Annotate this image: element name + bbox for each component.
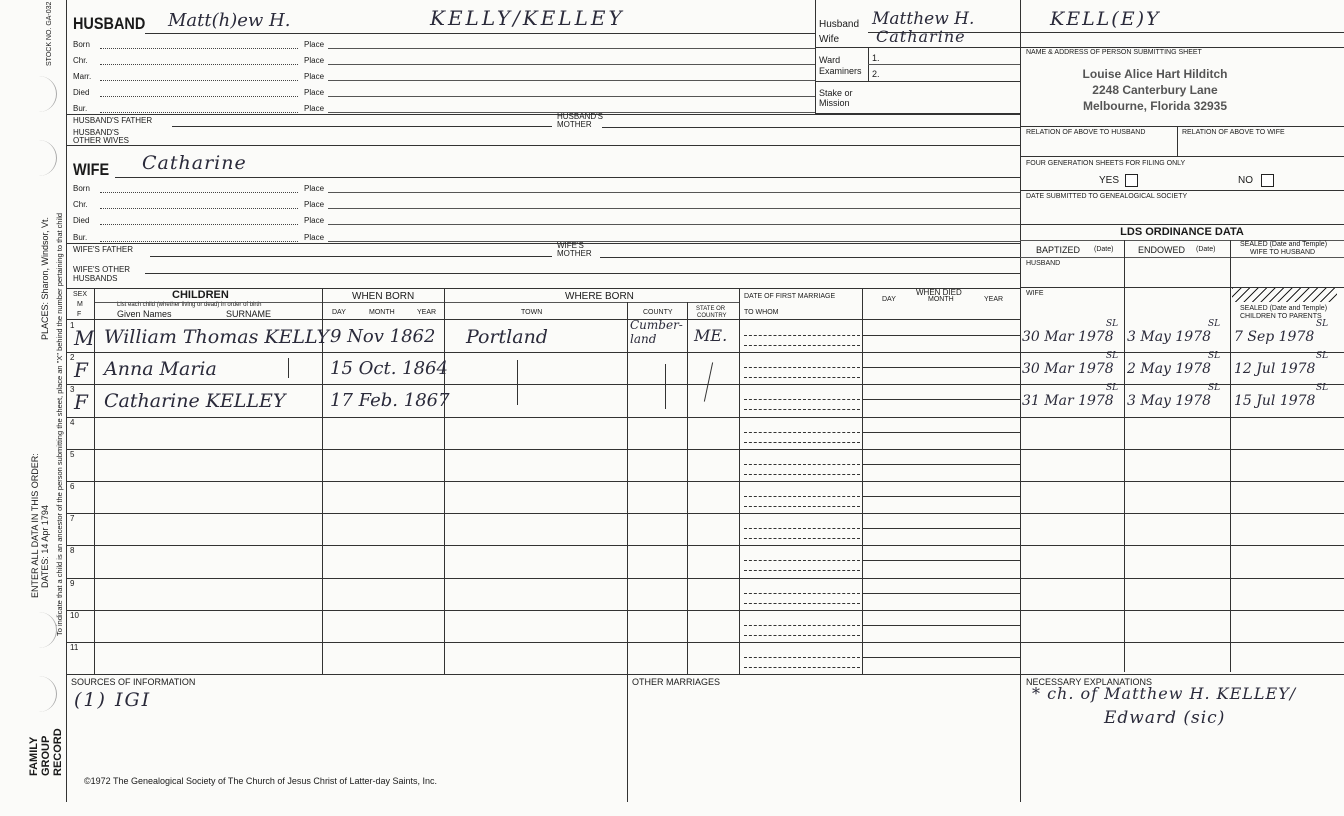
wife-name-line (115, 177, 1020, 178)
husband-born-line (100, 48, 298, 49)
mission-label: Mission (819, 98, 850, 108)
record-title-family: FAMILY (28, 736, 40, 776)
husband-label: HUSBAND (73, 14, 146, 33)
col-town: TOWN (521, 309, 543, 316)
four-gen-label: FOUR GENERATION SHEETS FOR FILING ONLY (1026, 160, 1186, 167)
husband-marr-place-line (328, 80, 815, 81)
col-surname: SURNAME (226, 309, 272, 319)
husband-chr-line (100, 64, 298, 65)
child-baptized-handwritten: 30 Mar 1978 (1022, 361, 1114, 377)
col-list-note: List each child (whether living or dead) in order of birth (117, 302, 262, 308)
husband-surname-handwritten: KELLY/KELLEY (430, 6, 625, 30)
col-died-day: DAY (882, 296, 896, 303)
child-row-number: 6 (70, 482, 75, 491)
col-sex: SEX (73, 291, 88, 298)
col-county: COUNTY (643, 309, 673, 316)
explanations-label: NECESSARY EXPLANATIONS (1026, 677, 1153, 687)
binder-hole-2 (38, 140, 57, 176)
child-row-line (66, 513, 1344, 514)
children-header-bottom (66, 319, 1020, 320)
child-marriage-line-2 (744, 538, 860, 539)
header-box-left (815, 0, 816, 113)
ditto-mark-name (288, 358, 289, 378)
header-wife-label: Wife (819, 34, 839, 45)
child-marriage-line-2 (744, 570, 860, 571)
child-sealed-handwritten: 12 Jul 1978 (1234, 361, 1316, 377)
child-baptized-sl: SL (1106, 319, 1119, 329)
dates-instruction: DATES: 14 Apr 1794 (40, 505, 50, 588)
wife-born-place-line (328, 192, 1020, 193)
relation-bottom (1020, 156, 1344, 157)
husband-mother-label-1: HUSBAND'S (557, 112, 603, 121)
ditto-mark-state (704, 362, 713, 401)
wife-died-line (100, 224, 298, 225)
child-town-handwritten: Portland (466, 326, 548, 348)
child-sex-handwritten: F (74, 358, 88, 382)
child-endowed-handwritten: 3 May 1978 (1127, 329, 1212, 345)
child-row-line (66, 642, 1344, 643)
col-died-year: YEAR (984, 296, 1004, 303)
child-marriage-line (744, 496, 860, 497)
child-marriage-line-2 (744, 667, 860, 668)
col-born-day: DAY (332, 309, 346, 316)
child-endowed-sl: SL (1208, 383, 1221, 393)
child-state-handwritten: ME. (694, 326, 728, 345)
lds-husband-label: HUSBAND (1026, 260, 1061, 267)
child-row-number: 9 (70, 579, 75, 588)
binder-hole-1 (38, 76, 57, 112)
lds-sealed-wife-1: SEALED (Date and Temple) (1240, 241, 1328, 248)
places-instruction: PLACES: Sharon, Windsor, Vt. (40, 216, 50, 340)
col-born-month: MONTH (369, 309, 395, 316)
husband-bur-place-label: Place (304, 104, 325, 113)
wife-mother-line (600, 257, 1020, 258)
col-sex-f: F (77, 311, 82, 318)
wife-other-husbands-label-1: WIFE'S OTHER (73, 265, 131, 274)
no-label: NO (1238, 175, 1253, 186)
other-marriages-label: OTHER MARRIAGES (632, 677, 721, 687)
child-row-number: 7 (70, 514, 75, 523)
child-baptized-handwritten: 30 Mar 1978 (1022, 329, 1114, 345)
child-marriage-line (744, 335, 860, 336)
wife-bur-line (100, 241, 298, 242)
husband-died-line (100, 96, 298, 97)
header-wife-hw: Catharine (876, 27, 966, 46)
child-died-line (862, 432, 1020, 433)
relation-husband-label: RELATION OF ABOVE TO HUSBAND (1026, 129, 1146, 136)
wife-other-husbands-line (145, 273, 1020, 274)
col-to-whom: TO WHOM (744, 309, 779, 316)
col-state-2: COUNTRY (697, 313, 727, 319)
child-marriage-line (744, 560, 860, 561)
col-when-born: WHEN BORN (352, 291, 415, 302)
child-row-number: 8 (70, 546, 75, 555)
wife-other-husbands-label-2: HUSBANDS (73, 274, 118, 283)
explanations-hw-2: Edward (sic) (1104, 708, 1226, 728)
child-died-line (862, 560, 1020, 561)
child-endowed-handwritten: 2 May 1978 (1127, 361, 1212, 377)
col-children: CHILDREN (172, 289, 229, 301)
wife-chr-label: Chr. (73, 200, 88, 209)
header-husband-given-hw: Matthew H. (872, 9, 975, 29)
stake-label: Stake or (819, 88, 853, 98)
husband-father-line (172, 126, 552, 127)
child-marriage-line-2 (744, 506, 860, 507)
child-name-handwritten: Catharine KELLEY (104, 390, 286, 412)
husband-name-line (145, 33, 815, 34)
child-sealed-handwritten: 7 Sep 1978 (1234, 329, 1315, 345)
child-baptized-sl: SL (1106, 383, 1119, 393)
examiner-2: 2. (872, 69, 880, 79)
child-row-number: 5 (70, 450, 75, 459)
col-when-died: WHEN DIED (916, 288, 962, 297)
child-died-line (862, 657, 1020, 658)
lds-wife-label: WIFE (1026, 290, 1044, 297)
husband-marr-label: Marr. (73, 72, 92, 81)
yes-checkbox[interactable] (1125, 174, 1138, 187)
child-county-handwritten: Cumber-land (630, 318, 683, 346)
wife-bur-line (66, 243, 1020, 244)
lds-sealed-wife-2: WIFE TO HUSBAND (1250, 249, 1316, 256)
child-row-number: 11 (70, 643, 79, 652)
binder-hole-4 (38, 676, 57, 712)
wife-given-handwritten: Catharine (142, 152, 247, 174)
child-died-line (862, 528, 1020, 529)
child-row-line (66, 417, 1344, 418)
header-husband-surname-hw: KELL(E)Y (1050, 8, 1161, 30)
child-marriage-line (744, 528, 860, 529)
wife-died-place-label: Place (304, 216, 325, 225)
date-submitted-bottom (1020, 224, 1344, 225)
child-endowed-sl: SL (1208, 351, 1221, 361)
child-endowed-sl: SL (1208, 319, 1221, 329)
child-died-line (862, 464, 1020, 465)
lds-sealed-children-1: SEALED (Date and Temple) (1240, 305, 1328, 312)
lds-header-line (1020, 257, 1344, 258)
husband-given-handwritten: Matt(h)ew H. (168, 10, 291, 31)
lds-col-1 (1124, 240, 1125, 672)
wife-father-label: WIFE'S FATHER (73, 245, 134, 254)
submitter-bottom (1020, 126, 1344, 127)
copyright: ©1972 The Genealogical Society of The Church of Jesus Christ of Latter-day Saints, Inc. (84, 776, 437, 786)
four-gen-bottom (1020, 190, 1344, 191)
lds-endowed-date: (Date) (1196, 246, 1216, 253)
child-marriage-line (744, 625, 860, 626)
child-born-handwritten: 15 Oct. 1864 (330, 358, 448, 379)
wife-bur-place-label: Place (304, 233, 325, 242)
child-died-line (862, 625, 1020, 626)
col-state-1: STATE OR (696, 306, 726, 312)
lds-col-2 (1230, 240, 1231, 672)
col-died-month: MONTH (928, 296, 954, 303)
explanations-hw-1: * ch. of Matthew H. KELLEY/ (1032, 684, 1297, 703)
husband-chr-place-line (328, 64, 815, 65)
husband-other-wives-label-2: OTHER WIVES (73, 136, 130, 145)
husband-marr-place-label: Place (304, 72, 325, 81)
wife-father-line (150, 256, 552, 257)
husband-born-place-label: Place (304, 40, 325, 49)
child-marriage-line-2 (744, 377, 860, 378)
wife-born-place-label: Place (304, 184, 325, 193)
husband-other-wives-label-1: HUSBAND'S (73, 128, 119, 137)
child-died-line (862, 367, 1020, 368)
child-sex-handwritten: F (74, 390, 88, 414)
husband-chr-place-label: Place (304, 56, 325, 65)
child-died-line (862, 399, 1020, 400)
submitter-city: Melbourne, Florida 32935 (1082, 99, 1228, 113)
husband-died-place-label: Place (304, 88, 325, 97)
child-sex-handwritten: M (74, 326, 95, 350)
child-row-line (66, 449, 1344, 450)
col-first-marriage: DATE OF FIRST MARRIAGE (744, 293, 836, 300)
husband-other-wives-line (66, 145, 1020, 146)
wife-mother-label-2: MOTHER (557, 249, 592, 258)
child-row-line (66, 384, 1344, 385)
frame-left (66, 0, 67, 802)
header-husband-label: Husband (819, 19, 860, 30)
enter-data-instruction: ENTER ALL DATA IN THIS ORDER: (30, 453, 40, 598)
child-marriage-line-2 (744, 345, 860, 346)
submitter-street: 2248 Canterbury Lane (1092, 83, 1218, 97)
husband-born-place-line (328, 48, 815, 49)
child-row-line (66, 352, 1344, 353)
child-born-handwritten: 9 Nov 1862 (330, 326, 436, 347)
col-where-born: WHERE BORN (565, 291, 634, 302)
child-row-line (66, 578, 1344, 579)
child-row-number: 4 (70, 418, 75, 427)
child-marriage-line (744, 367, 860, 368)
child-name-handwritten: Anna Maria (104, 358, 217, 380)
relation-divider (1177, 126, 1178, 156)
submitter-name: Louise Alice Hart Hilditch (1082, 67, 1228, 81)
stock-number: STOCK NO. GA-032 (46, 1, 53, 66)
wife-died-place-line (328, 224, 1020, 225)
col-sex-m: M (77, 301, 83, 308)
child-sealed-sl: SL (1316, 351, 1329, 361)
ditto-mark-county (665, 364, 666, 409)
husband-bur-line (66, 114, 1020, 115)
wife-died-label: Died (73, 216, 90, 225)
wife-label: WIFE (73, 160, 110, 179)
header-wife-line (815, 47, 1344, 48)
sources-handwritten: (1) IGI (74, 689, 152, 711)
child-born-handwritten: 17 Feb. 1867 (330, 390, 450, 411)
wife-born-line (100, 192, 298, 193)
bottom-section-line (66, 674, 1344, 675)
record-title-group: GROUP (40, 735, 52, 776)
wife-born-label: Born (73, 184, 90, 193)
husband-born-label: Born (73, 40, 90, 49)
child-sealed-handwritten: 15 Jul 1978 (1234, 393, 1316, 409)
ward-label: Ward (819, 55, 841, 65)
examiner-1: 1. (872, 53, 880, 63)
no-checkbox[interactable] (1261, 174, 1274, 187)
wife-chr-place-label: Place (304, 200, 325, 209)
ditto-mark-town (517, 360, 518, 405)
lds-baptized: BAPTIZED (1036, 245, 1081, 255)
child-sealed-sl: SL (1316, 319, 1329, 329)
ancestor-instruction: To indicate that a child is an ancestor of the person submitting the sheet, place an "X" behind the number pertaining to that child (55, 212, 64, 636)
child-row-line (66, 481, 1344, 482)
child-row-number: 10 (70, 611, 79, 620)
child-marriage-line (744, 464, 860, 465)
examiner-1-line (868, 64, 1020, 65)
col-given-names: Given Names (117, 309, 172, 319)
relation-wife-label: RELATION OF ABOVE TO WIFE (1182, 129, 1285, 136)
child-marriage-line-2 (744, 474, 860, 475)
child-endowed-handwritten: 3 May 1978 (1127, 393, 1212, 409)
lds-title: LDS ORDINANCE DATA (1120, 226, 1244, 238)
yes-label: YES (1099, 175, 1120, 186)
child-marriage-line (744, 432, 860, 433)
record-title-record: RECORD (52, 728, 64, 776)
child-died-line (862, 496, 1020, 497)
husband-mother-line (602, 127, 1020, 128)
child-marriage-line-2 (744, 635, 860, 636)
husband-marr-line (100, 80, 298, 81)
child-marriage-line-2 (744, 409, 860, 410)
child-row-line (66, 610, 1344, 611)
lds-baptized-date: (Date) (1094, 246, 1114, 253)
husband-bur-label: Bur. (73, 104, 88, 113)
husband-chr-label: Chr. (73, 56, 88, 65)
date-submitted-label: DATE SUBMITTED TO GENEALOGICAL SOCIETY (1026, 193, 1188, 200)
husband-mother-label-2: MOTHER (557, 120, 592, 129)
wife-bur-place-line (328, 241, 1020, 242)
husband-father-label: HUSBAND'S FATHER (73, 116, 153, 125)
frame-mid (1020, 0, 1021, 802)
child-name-handwritten: William Thomas KELLY (104, 326, 329, 348)
child-marriage-line-2 (744, 442, 860, 443)
child-died-line (862, 593, 1020, 594)
col-born-year: YEAR (417, 309, 437, 316)
wife-mother-label-1: WIFE'S (557, 241, 584, 250)
wife-bur-label: Bur. (73, 233, 88, 242)
child-died-line (862, 335, 1020, 336)
husband-died-label: Died (73, 88, 90, 97)
child-row-number: 2 (70, 353, 75, 362)
examiners-bottom (815, 81, 1020, 82)
examiners-label: Examiners (819, 66, 862, 76)
child-marriage-line (744, 657, 860, 658)
lds-sealed-children-2: CHILDREN TO PARENTS (1240, 313, 1322, 320)
submitter-label: NAME & ADDRESS OF PERSON SUBMITTING SHEET (1026, 49, 1202, 56)
wife-chr-place-line (328, 208, 1020, 209)
children-subheader-line (95, 302, 739, 303)
lds-endowed: ENDOWED (1138, 245, 1185, 255)
child-baptized-handwritten: 31 Mar 1978 (1022, 393, 1114, 409)
child-marriage-line (744, 399, 860, 400)
child-row-line (66, 545, 1344, 546)
child-row-number: 1 (70, 321, 75, 330)
sources-label: SOURCES OF INFORMATION (71, 677, 196, 687)
child-baptized-sl: SL (1106, 351, 1119, 361)
lds-hatched-area (1232, 288, 1337, 302)
child-marriage-line-2 (744, 603, 860, 604)
husband-died-place-line (328, 96, 815, 97)
bottom-divider (627, 674, 628, 802)
children-col-town (627, 302, 628, 674)
child-marriage-line (744, 593, 860, 594)
child-sealed-sl: SL (1316, 383, 1329, 393)
children-col-county (687, 302, 688, 674)
wife-chr-line (100, 208, 298, 209)
child-row-number: 3 (70, 385, 75, 394)
husband-bur-line (100, 112, 298, 113)
